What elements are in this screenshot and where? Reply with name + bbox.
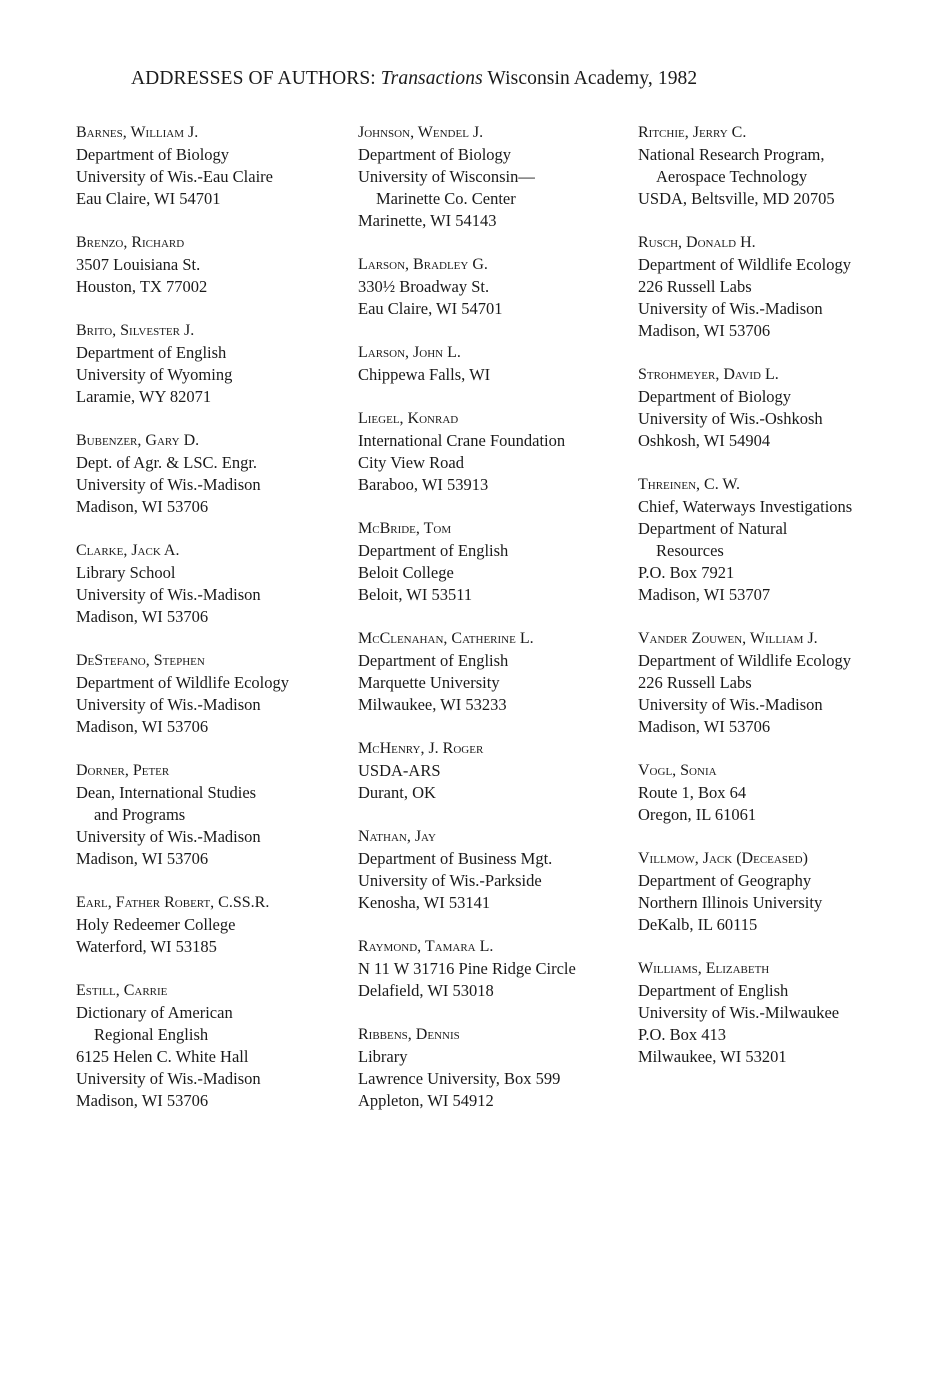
- author-entry: [358, 342, 628, 386]
- address-line: Department of Wildlife Ecology: [76, 673, 290, 692]
- author-entry: [358, 1024, 628, 1112]
- address-line: Dean, International Studies: [76, 783, 257, 802]
- author-name: Raymond, Tamara L.: [358, 938, 494, 955]
- address-line: Kenosha, WI 53141: [358, 893, 491, 912]
- author-name: Ritchie, Jerry C.: [638, 124, 747, 141]
- address-line: Madison, WI 53706: [638, 321, 771, 340]
- address-line: Library School: [76, 563, 176, 582]
- address-line: Madison, WI 53707: [638, 585, 771, 604]
- address-line: Chief, Waterways Investigations: [638, 497, 853, 516]
- author-entry: [358, 826, 628, 914]
- author-name: Earl, Father Robert, C.SS.R.: [76, 894, 270, 911]
- address-line: Beloit, WI 53511: [358, 585, 473, 604]
- address-line: City View Road: [358, 453, 464, 472]
- address-line: 6125 Helen C. White Hall: [76, 1047, 249, 1066]
- address-line: Department of English: [358, 541, 509, 560]
- author-name: Liegel, Konrad: [358, 410, 459, 427]
- author-entry: [638, 848, 938, 936]
- address-line: University of Wis.-Madison: [76, 475, 261, 494]
- address-line: Madison, WI 53706: [638, 717, 771, 736]
- address-line: Durant, OK: [358, 783, 436, 802]
- author-entry: [358, 122, 628, 232]
- author-name: Threinen, C. W.: [638, 476, 741, 493]
- address-line: University of Wis.-Madison: [638, 299, 823, 318]
- address-line: 3507 Louisiana St.: [76, 255, 201, 274]
- author-name: Vogl, Sonia: [638, 762, 717, 779]
- author-name: Vander Zouwen, William J.: [638, 630, 818, 647]
- author-name: DeStefano, Stephen: [76, 652, 205, 669]
- address-line: Laramie, WY 82071: [76, 387, 212, 406]
- address-line: Dept. of Agr. & LSC. Engr.: [76, 453, 258, 472]
- address-line: and Programs: [94, 805, 186, 824]
- address-line: Department of Wildlife Ecology: [638, 255, 852, 274]
- address-line: Dictionary of American: [76, 1003, 233, 1022]
- address-line: USDA, Beltsville, MD 20705: [638, 189, 835, 208]
- address-line: Department of Geography: [638, 871, 812, 890]
- address-line: Northern Illinois University: [638, 893, 823, 912]
- address-line: University of Wis.-Madison: [638, 695, 823, 714]
- author-name: McClenahan, Catherine L.: [358, 630, 534, 647]
- author-name: Brito, Silvester J.: [76, 322, 195, 339]
- author-entry: [76, 760, 346, 870]
- author-name: Strohmeyer, David L.: [638, 366, 779, 383]
- address-line: Delafield, WI 53018: [358, 981, 494, 1000]
- author-name: Ribbens, Dennis: [358, 1026, 460, 1043]
- address-line: Department of Natural: [638, 519, 788, 538]
- address-line: Holy Redeemer College: [76, 915, 236, 934]
- author-entry: [76, 980, 346, 1112]
- address-line: Oshkosh, WI 54904: [638, 431, 771, 450]
- heading-suffix: Wisconsin Academy, 1982: [482, 68, 698, 89]
- author-column-3: [638, 122, 938, 1090]
- address-line: University of Wis.-Parkside: [358, 871, 542, 890]
- address-line: University of Wyoming: [76, 365, 233, 384]
- author-name: McBride, Tom: [358, 520, 452, 537]
- address-line: Houston, TX 77002: [76, 277, 208, 296]
- author-entry: [358, 518, 628, 606]
- author-column-2: [358, 122, 628, 1134]
- author-name: Clarke, Jack A.: [76, 542, 180, 559]
- author-name: Bubenzer, Gary D.: [76, 432, 200, 449]
- address-line: Waterford, WI 53185: [76, 937, 217, 956]
- author-entry: [358, 738, 628, 804]
- address-line: Eau Claire, WI 54701: [358, 299, 503, 318]
- address-line: University of Wis.-Madison: [76, 827, 261, 846]
- author-entry: [358, 936, 628, 1002]
- author-column-1: [76, 122, 346, 1134]
- address-line: Resources: [656, 541, 724, 560]
- address-line: Regional English: [94, 1025, 209, 1044]
- address-line: Department of English: [358, 651, 509, 670]
- author-entry: [638, 122, 938, 210]
- address-line: Department of English: [638, 981, 789, 1000]
- author-name: Barnes, William J.: [76, 124, 199, 141]
- address-line: National Research Program,: [638, 145, 825, 164]
- address-line: 226 Russell Labs: [638, 277, 752, 296]
- address-line: Marinette, WI 54143: [358, 211, 497, 230]
- address-line: Aerospace Technology: [656, 167, 808, 186]
- author-name: Brenzo, Richard: [76, 234, 185, 251]
- address-line: Madison, WI 53706: [76, 717, 209, 736]
- author-entry: [638, 364, 938, 452]
- author-name: Johnson, Wendel J.: [358, 124, 484, 141]
- author-entry: [358, 254, 628, 320]
- address-line: University of Wis.-Eau Claire: [76, 167, 273, 186]
- author-entry: [76, 232, 346, 298]
- author-entry: [76, 540, 346, 628]
- author-name: Villmow, Jack (Deceased): [638, 850, 808, 867]
- address-line: DeKalb, IL 60115: [638, 915, 758, 934]
- address-line: Library: [358, 1047, 408, 1066]
- address-line: Department of Biology: [76, 145, 230, 164]
- address-line: P.O. Box 7921: [638, 563, 735, 582]
- address-line: University of Wis.-Madison: [76, 585, 261, 604]
- address-line: P.O. Box 413: [638, 1025, 727, 1044]
- address-line: Route 1, Box 64: [638, 783, 747, 802]
- author-name: Estill, Carrie: [76, 982, 168, 999]
- address-line: Marinette Co. Center: [376, 189, 516, 208]
- author-entry: [358, 628, 628, 716]
- address-line: Eau Claire, WI 54701: [76, 189, 221, 208]
- address-line: International Crane Foundation: [358, 431, 566, 450]
- address-line: Department of Wildlife Ecology: [638, 651, 852, 670]
- heading-prefix: ADDRESSES OF AUTHORS:: [131, 68, 381, 89]
- author-entry: [638, 760, 938, 826]
- address-line: Madison, WI 53706: [76, 607, 209, 626]
- address-line: Madison, WI 53706: [76, 1091, 209, 1110]
- address-line: Department of Business Mgt.: [358, 849, 553, 868]
- address-line: University of Wis.-Oshkosh: [638, 409, 823, 428]
- address-line: USDA-ARS: [358, 761, 441, 780]
- author-entry: [76, 122, 346, 210]
- address-line: Department of Biology: [358, 145, 512, 164]
- address-line: Chippewa Falls, WI: [358, 365, 491, 384]
- address-line: Baraboo, WI 53913: [358, 475, 489, 494]
- author-name: Larson, John L.: [358, 344, 461, 361]
- author-entry: [76, 320, 346, 408]
- address-line: Madison, WI 53706: [76, 497, 209, 516]
- author-entry: [76, 892, 346, 958]
- address-line: University of Wisconsin—: [358, 167, 535, 186]
- author-entry: [638, 232, 938, 342]
- address-line: N 11 W 31716 Pine Ridge Circle: [358, 959, 576, 978]
- author-name: Nathan, Jay: [358, 828, 436, 845]
- author-name: Williams, Elizabeth: [638, 960, 770, 977]
- author-entry: [76, 430, 346, 518]
- address-line: Department of English: [76, 343, 227, 362]
- page-heading: [131, 68, 697, 90]
- address-line: University of Wis.-Madison: [76, 695, 261, 714]
- address-line: Milwaukee, WI 53201: [638, 1047, 787, 1066]
- author-entry: [358, 408, 628, 496]
- address-line: 226 Russell Labs: [638, 673, 752, 692]
- author-name: McHenry, J. Roger: [358, 740, 484, 757]
- author-name: Rusch, Donald H.: [638, 234, 756, 251]
- author-name: Dorner, Peter: [76, 762, 170, 779]
- address-line: Madison, WI 53706: [76, 849, 209, 868]
- address-line: 330½ Broadway St.: [358, 277, 490, 296]
- address-line: Department of Biology: [638, 387, 792, 406]
- author-name: Larson, Bradley G.: [358, 256, 488, 273]
- author-entry: [638, 958, 938, 1068]
- address-line: Appleton, WI 54912: [358, 1091, 494, 1110]
- author-entry: [76, 650, 346, 738]
- author-entry: [638, 474, 938, 606]
- address-line: University of Wis.-Milwaukee: [638, 1003, 840, 1022]
- address-line: Milwaukee, WI 53233: [358, 695, 507, 714]
- heading-journal: Transactions: [380, 68, 483, 89]
- address-line: Lawrence University, Box 599: [358, 1069, 561, 1088]
- address-line: University of Wis.-Madison: [76, 1069, 261, 1088]
- address-line: Beloit College: [358, 563, 454, 582]
- author-entry: [638, 628, 938, 738]
- address-line: Marquette University: [358, 673, 500, 692]
- address-line: Oregon, IL 61061: [638, 805, 757, 824]
